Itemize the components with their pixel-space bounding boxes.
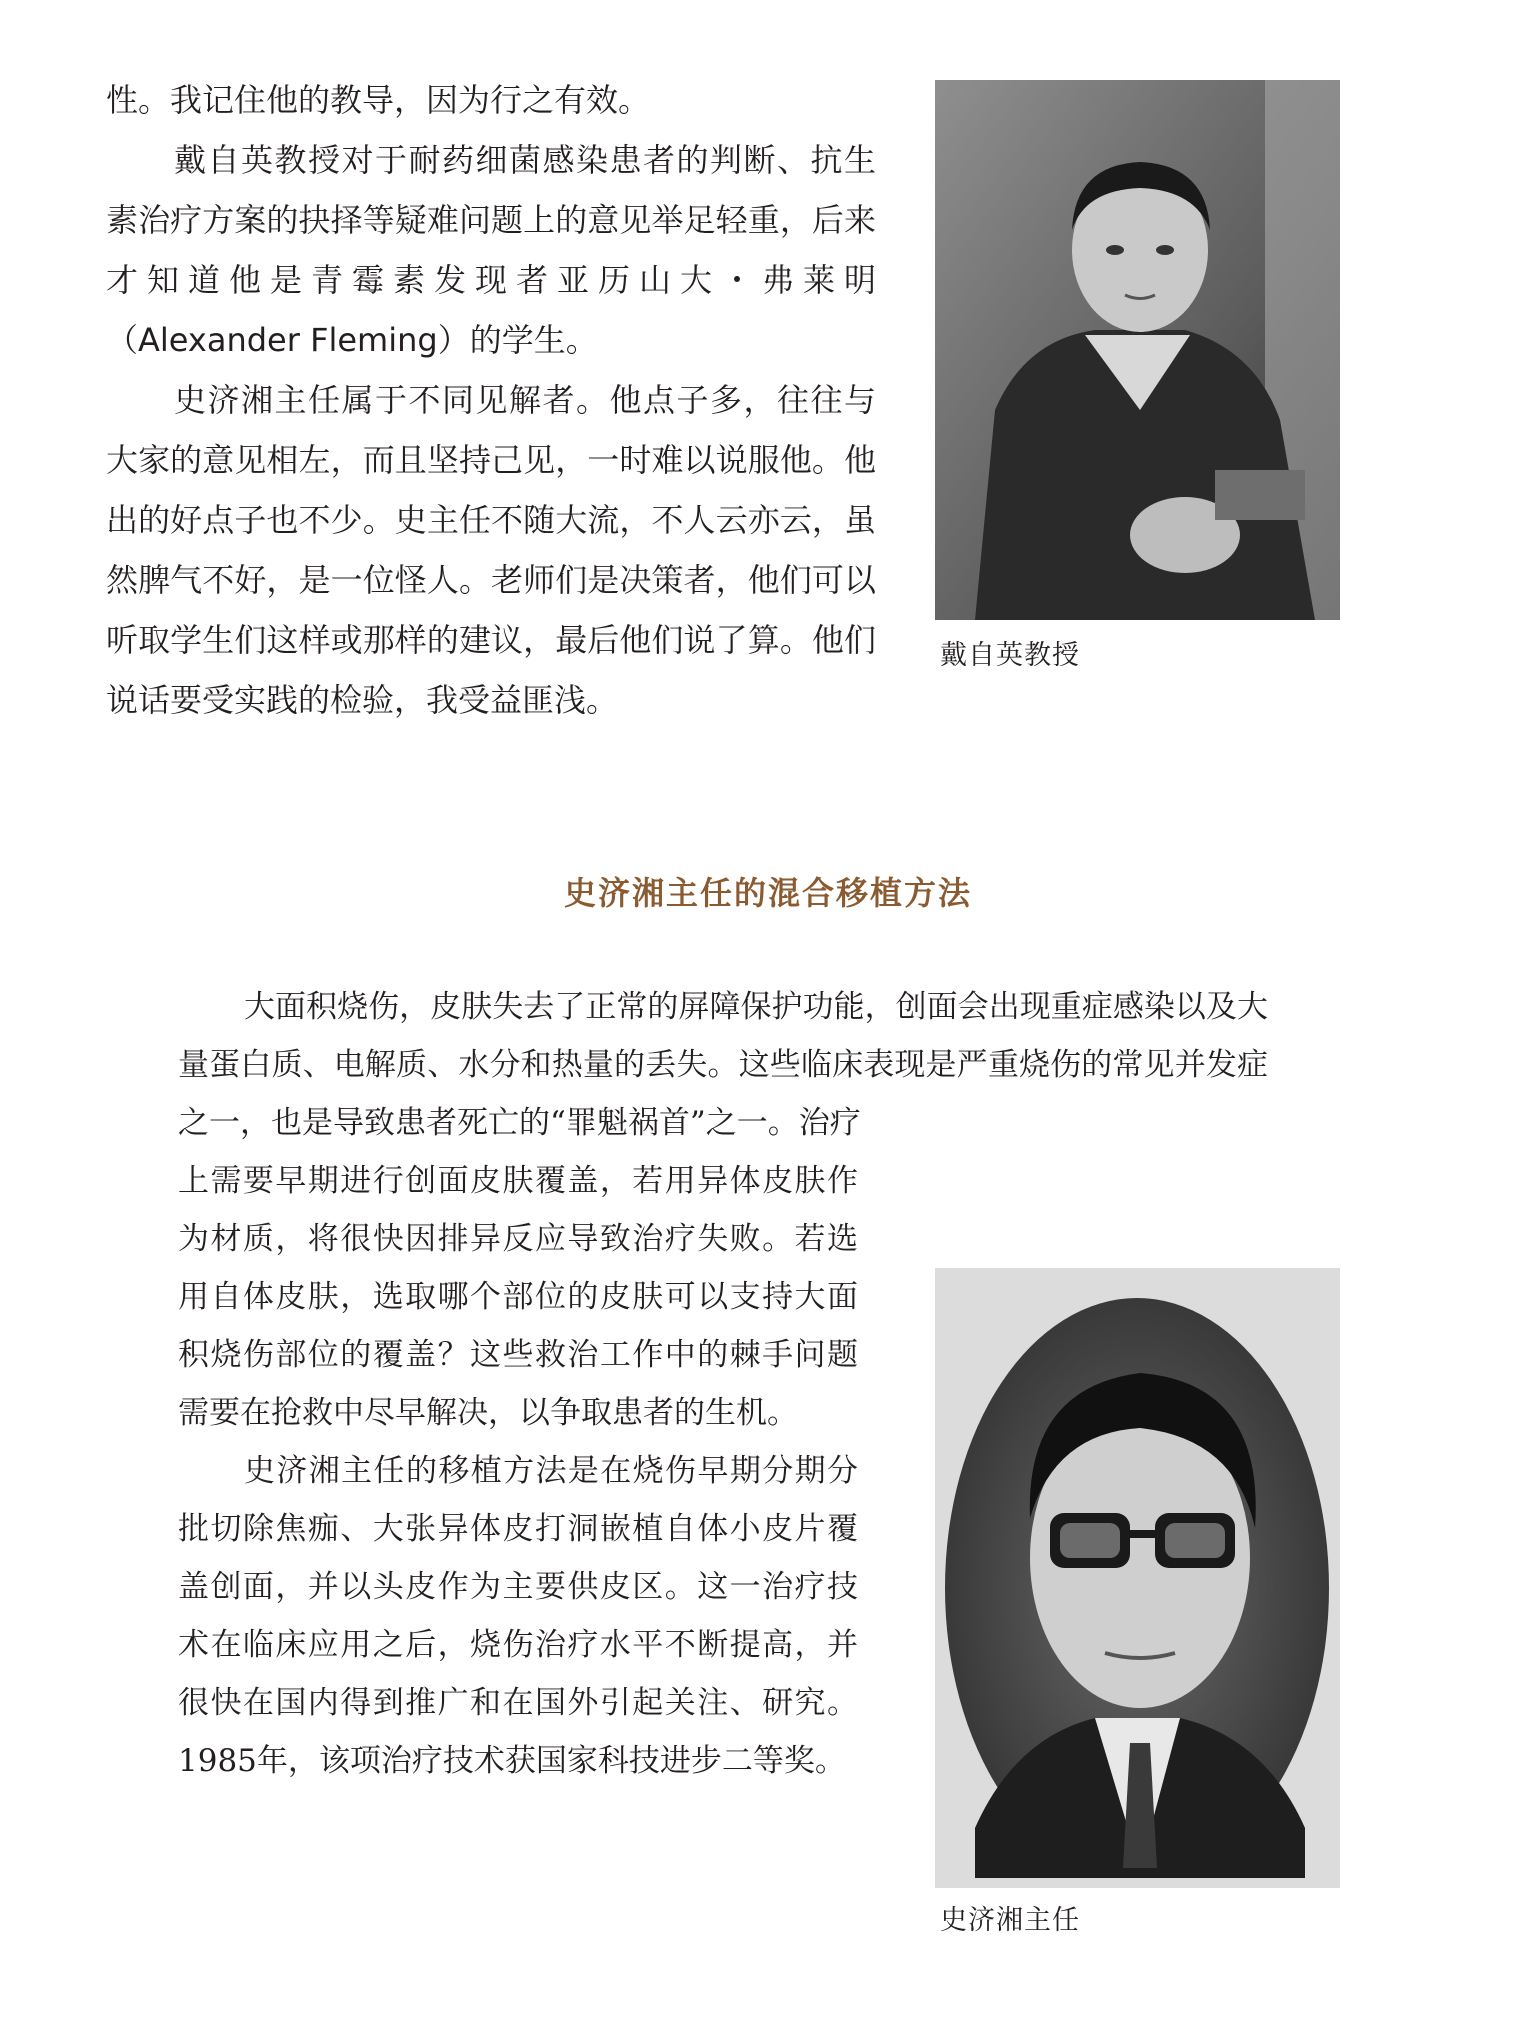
photo-dai-ziying	[935, 80, 1340, 620]
section-title: 史济湘主任的混合移植方法	[563, 874, 972, 912]
paragraph: 大面积烧伤，皮肤失去了正常的屏障保护功能，创面会出现重症感染以及大量蛋白质、电解质、水分和热量的丢失。这些临床表现是严重烧伤的常见并发症之一，也是导致患者死亡的“罪魁祸首”之一。治疗	[178, 989, 1268, 1141]
top-text-block	[106, 70, 876, 730]
paragraph: 史济湘主任的移植方法是在烧伤早期分期分批切除焦痂、大张异体皮打洞嵌植自体小皮片覆盖创面，并以头皮作为主要供皮区。这一治疗技术在临床应用之后，烧伤治疗水平不断提高，并很快在国内得到推广和在国外引起关注、研究。1985年，该项治疗技术获国家科技进步二等奖。	[178, 1453, 858, 1779]
photo-caption: 史济湘主任	[940, 1905, 1080, 1936]
paragraph: 戴自英教授对于耐药细菌感染患者的判断、抗生素治疗方案的抉择等疑难问题上的意见举足轻重，后来才知道他是青霉素发现者亚历山大・弗莱明（Alexander Fleming）的学生。	[106, 141, 876, 359]
paragraph: 史济湘主任属于不同见解者。他点子多，往往与大家的意见相左，而且坚持己见，一时难以说服他。他出的好点子也不少。史主任不随大流，不人云亦云，虽然脾气不好，是一位怪人。老师们是决策者，他们可以听取学生们这样或那样的建议，最后他们说了算。他们说话要受实践的检验，我受益匪浅。	[106, 381, 876, 719]
paragraph: 上需要早期进行创面皮肤覆盖，若用异体皮肤作为材质，将很快因排异反应导致治疗失败。若选用自体皮肤，选取哪个部位的皮肤可以支持大面积烧伤部位的覆盖？这些救治工作中的棘手问题需要在抢救中尽早解决，以争取患者的生机。	[178, 1163, 858, 1431]
photo-caption: 戴自英教授	[940, 640, 1080, 671]
portrait-photo-image	[935, 1268, 1340, 1888]
photo-shi-jixiang	[935, 1268, 1340, 1888]
portrait-photo-image	[935, 80, 1340, 620]
paragraph: 性。我记住他的教导，因为行之有效。	[106, 81, 651, 119]
